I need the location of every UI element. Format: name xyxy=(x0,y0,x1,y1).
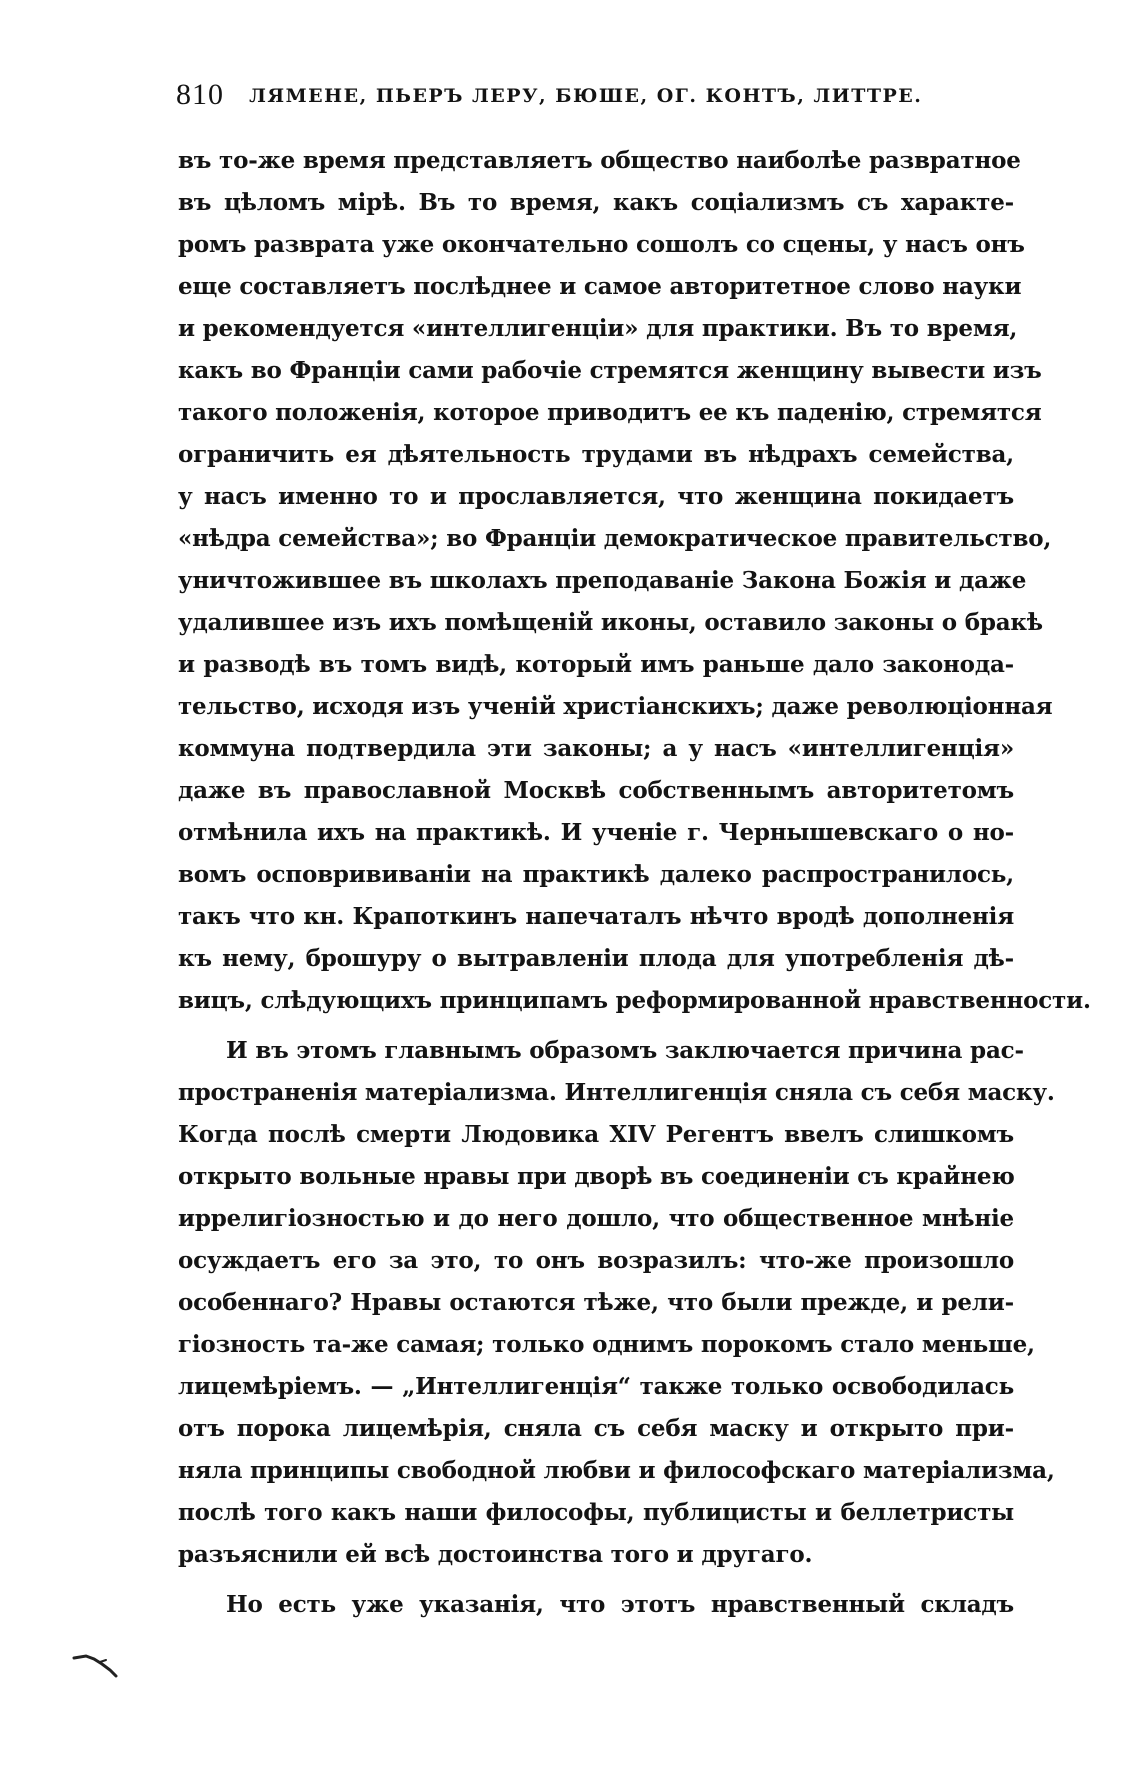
text-line: Но есть уже указанія, что этотъ нравственный складъ xyxy=(226,1591,1014,1618)
text-line: тельство, исходя изъ ученій христіанскихъ; даже революціонная xyxy=(178,693,1053,720)
text-line: такъ что кн. Крапоткинъ напечаталъ нѣчто вродѣ дополненія xyxy=(178,903,1014,930)
text-line: еще составляетъ послѣднее и самое авторитетное слово науки xyxy=(178,273,1022,300)
text-line: осуждаетъ его за это, то онъ возразилъ: что-же произошло xyxy=(178,1247,1014,1274)
text-line: уничтожившее въ школахъ преподаваніе Закона Божія и даже xyxy=(178,567,1027,594)
text-line: открыто вольные нравы при дворѣ въ соединеніи съ крайнею xyxy=(178,1163,1015,1190)
text-line: гіозность та-же самая; только однимъ порокомъ стало меньше, xyxy=(178,1331,1035,1358)
text-line: въ цѣломъ мірѣ. Въ то время, какъ соціализмъ съ характе- xyxy=(178,189,1014,216)
paragraph-gap xyxy=(178,1022,1014,1030)
text-line: коммуна подтвердила эти законы; а у насъ «интеллигенція» xyxy=(178,735,1014,762)
text-line: такого положенія, которое приводитъ ее къ паденію, стремятся xyxy=(178,399,1042,426)
text-line: ромъ разврата уже окончательно сошолъ со сцены, у насъ онъ xyxy=(178,231,1025,258)
text-line: какъ во Франціи сами рабочіе стремятся женщину вывести изъ xyxy=(178,357,1042,384)
text-line: и разводѣ въ томъ видѣ, который имъ раньше дало законода- xyxy=(178,651,1014,678)
paragraph-gap xyxy=(178,1576,1014,1584)
text-line: няла принципы свободной любви и философскаго матеріализма, xyxy=(178,1457,1055,1484)
text-line: вицъ, слѣдующихъ принципамъ реформированной нравственности. xyxy=(178,987,1091,1014)
text-line: иррелигіозностью и до него дошло, что общественное мнѣніе xyxy=(178,1205,1014,1232)
running-title: ЛЯМЕНЕ, ПЬЕРЪ ЛЕРУ, БЮШЕ, ОГ. КОНТЪ, ЛИТТРЕ. xyxy=(249,85,923,107)
text-line: даже въ православной Москвѣ собственнымъ авторитетомъ xyxy=(178,777,1014,804)
text-line: разъяснили ей всѣ достоинства того и другаго. xyxy=(178,1541,813,1568)
text-line: «нѣдра семейства»; во Франціи демократическое правительство, xyxy=(178,525,1052,552)
text-line: ограничить ея дѣятельность трудами въ нѣдрахъ семейства, xyxy=(178,441,1014,468)
text-line: въ то-же время представляетъ общество наиболѣе развратное xyxy=(178,147,1021,174)
text-line: отъ порока лицемѣрія, сняла съ себя маску и открыто при- xyxy=(178,1415,1014,1442)
text-line: и рекомендуется «интеллигенціи» для практики. Въ то время, xyxy=(178,315,1018,342)
text-line: у насъ именно то и прославляется, что женщина покидаетъ xyxy=(178,483,1014,510)
page-body xyxy=(178,140,1091,1626)
text-line: послѣ того какъ наши философы, публицисты и беллетристы xyxy=(178,1499,1014,1526)
page-header xyxy=(176,78,1016,118)
text-line: пространенія матеріализма. Интеллигенція сняла съ себя маску. xyxy=(178,1079,1055,1106)
text-line: Когда послѣ смерти Людовика XIV Регентъ ввелъ слишкомъ xyxy=(178,1121,1014,1148)
paragraph xyxy=(178,1030,1055,1576)
text-line: удалившее изъ ихъ помѣщеній иконы, оставило законы о бракѣ xyxy=(178,609,1043,636)
text-line: отмѣнила ихъ на практикѣ. И ученіе г. Чернышевскаго о но- xyxy=(178,819,1014,846)
text-line: лицемѣріемъ. — „Интеллигенція“ также только освободилась xyxy=(178,1373,1014,1400)
text-line: особеннаго? Нравы остаются тѣже, что были прежде, и рели- xyxy=(178,1289,1014,1316)
text-line: къ нему, брошуру о вытравленіи плода для употребленія дѣ- xyxy=(178,945,1014,972)
page-number: 810 xyxy=(176,78,224,111)
paragraph xyxy=(178,140,1091,1022)
ink-mark xyxy=(72,1650,124,1680)
text-line: И въ этомъ главнымъ образомъ заключается причина рас- xyxy=(226,1037,1024,1064)
paragraph xyxy=(178,1584,1014,1626)
text-line: вомъ осповрививаніи на практикѣ далеко распространилось, xyxy=(178,861,1014,888)
